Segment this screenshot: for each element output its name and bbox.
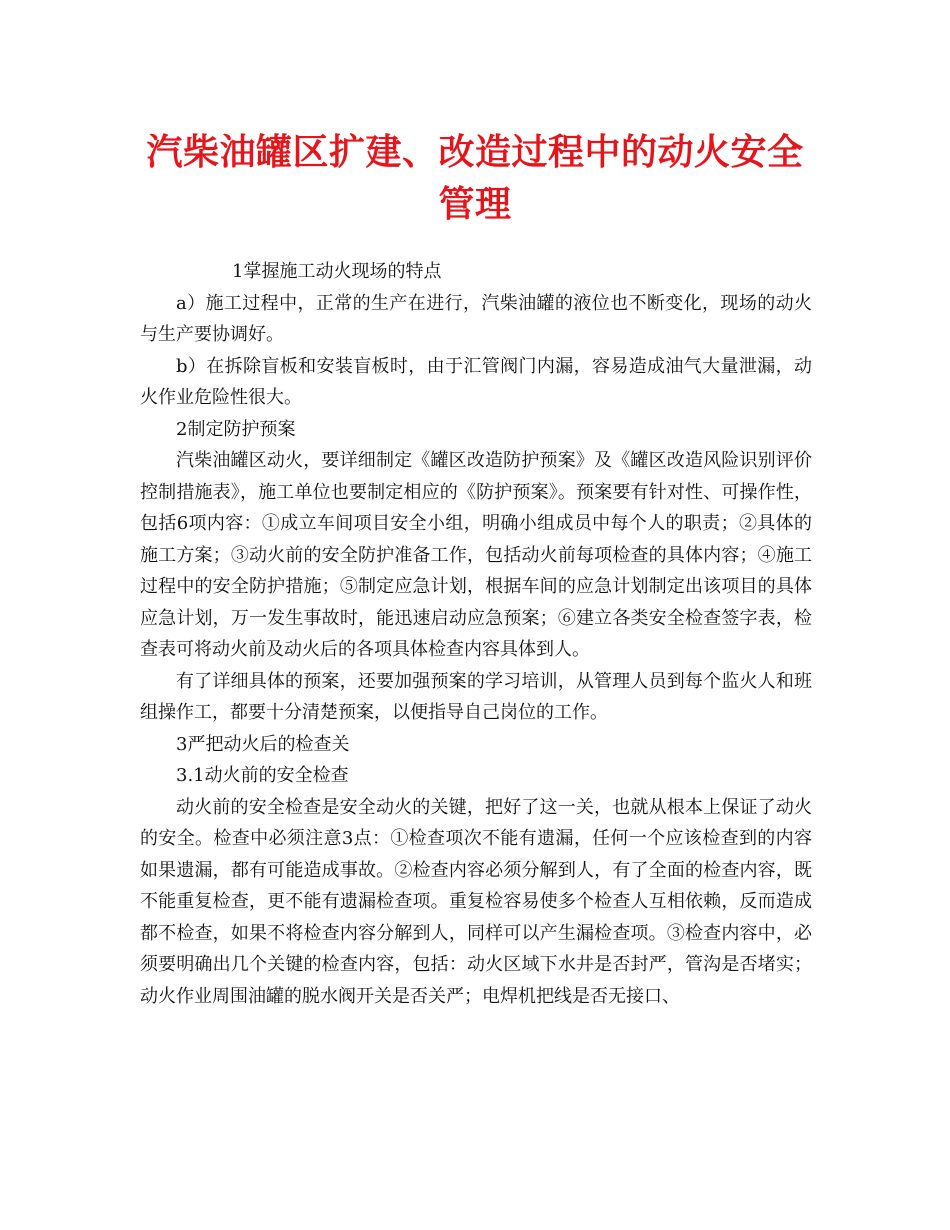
subsection-heading-3-1: 3.1动火前的安全检查 [176,765,349,786]
section-heading-3: 3严把动火后的检查关 [176,733,350,755]
document-body [140,256,812,1012]
section-heading-2: 2制定防护预案 [176,418,296,440]
paragraph-b: b）在拆除盲板和安装盲板时，由于汇管阀门内漏，容易造成油气大量泄漏，动火作业危险性很大。 [140,355,812,408]
section-heading-1: 1掌握施工动火现场的特点 [232,261,442,282]
paragraph-training: 有了详细具体的预案，还要加强预案的学习培训，从管理人员到每个监火人和班组操作工，都要十分清楚预案，以便指导自己岗位的工作。 [140,670,812,723]
document-title: 汽柴油罐区扩建、改造过程中的动火安全管理 [146,131,804,225]
paragraph-plan: 汽柴油罐区动火，要详细制定《罐区改造防护预案》及《罐区改造风险识别评价控制措施表》，施工单位也要制定相应的《防护预案》。预案要有针对性、可操作性，包括6项内容：①成立车间项目安全小组，明确小组成员中每个人的职责；②具体的施工方案；③动火前的安全防护准备工作，包括动火前每项检查的具体内容；④施工过程中的安全防护措施；⑤制定应急计划，根据车间的应急计划制定出该项目的具体应急计划，万一发生事故时，能迅速启动应急预案；⑥建立各类安全检查签字表，检查表可将动火前及动火后的各项具体检查内容具体到人。 [140,450,812,660]
paragraph-a: a）施工过程中，正常的生产在进行，汽柴油罐的液位也不断变化，现场的动火与生产要协调好。 [140,292,812,345]
paragraph-inspection: 动火前的安全检查是安全动火的关键，把好了这一关，也就从根本上保证了动火的安全。检查中必须注意3点：①检查项次不能有遗漏，任何一个应该检查到的内容如果遗漏，都有可能造成事故。②检查内容必须分解到人，有了全面的检查内容，既不能重复检查，更不能有遗漏检查项。重复检容易使多个检查人互相依赖，反而造成都不检查，如果不将检查内容分解到人，同样可以产生漏检查项。③检查内容中，必须要明确出几个关键的检查内容，包括：动火区域下水井是否封严，管沟是否堵实；动火作业周围油罐的脱水阀开关是否关严；电焊机把线是否无接口、 [140,796,812,1007]
